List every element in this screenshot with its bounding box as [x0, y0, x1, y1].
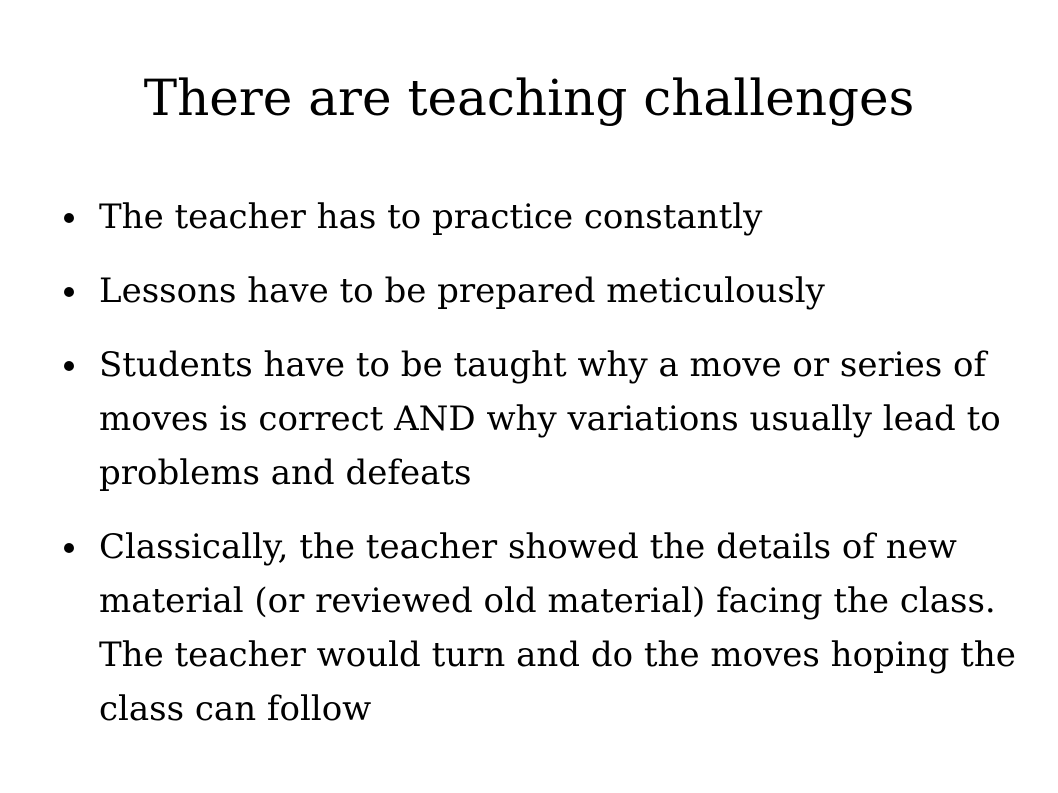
list-item: [62, 190, 1022, 244]
bullet-text: Classically, the teacher showed the details of new material (or reviewed old material) facing the class. The teacher would turn and do the moves hoping the class can follow: [99, 527, 1016, 729]
list-item: [62, 520, 1022, 736]
bullet-icon: [64, 287, 74, 297]
slide-title: There are teaching challenges: [143, 69, 915, 127]
list-item: [62, 264, 1022, 318]
bullet-text: Lessons have to be prepared meticulously: [99, 271, 825, 311]
bullet-icon: [64, 361, 74, 371]
bullet-text: Students have to be taught why a move or series of moves is correct AND why variations usually lead to problems and defeats: [99, 345, 1001, 493]
bullet-icon: [64, 543, 74, 553]
bullet-icon: [64, 213, 74, 223]
bullet-list: [62, 190, 1022, 756]
list-item: [62, 338, 1022, 500]
bullet-text: The teacher has to practice constantly: [99, 197, 763, 237]
